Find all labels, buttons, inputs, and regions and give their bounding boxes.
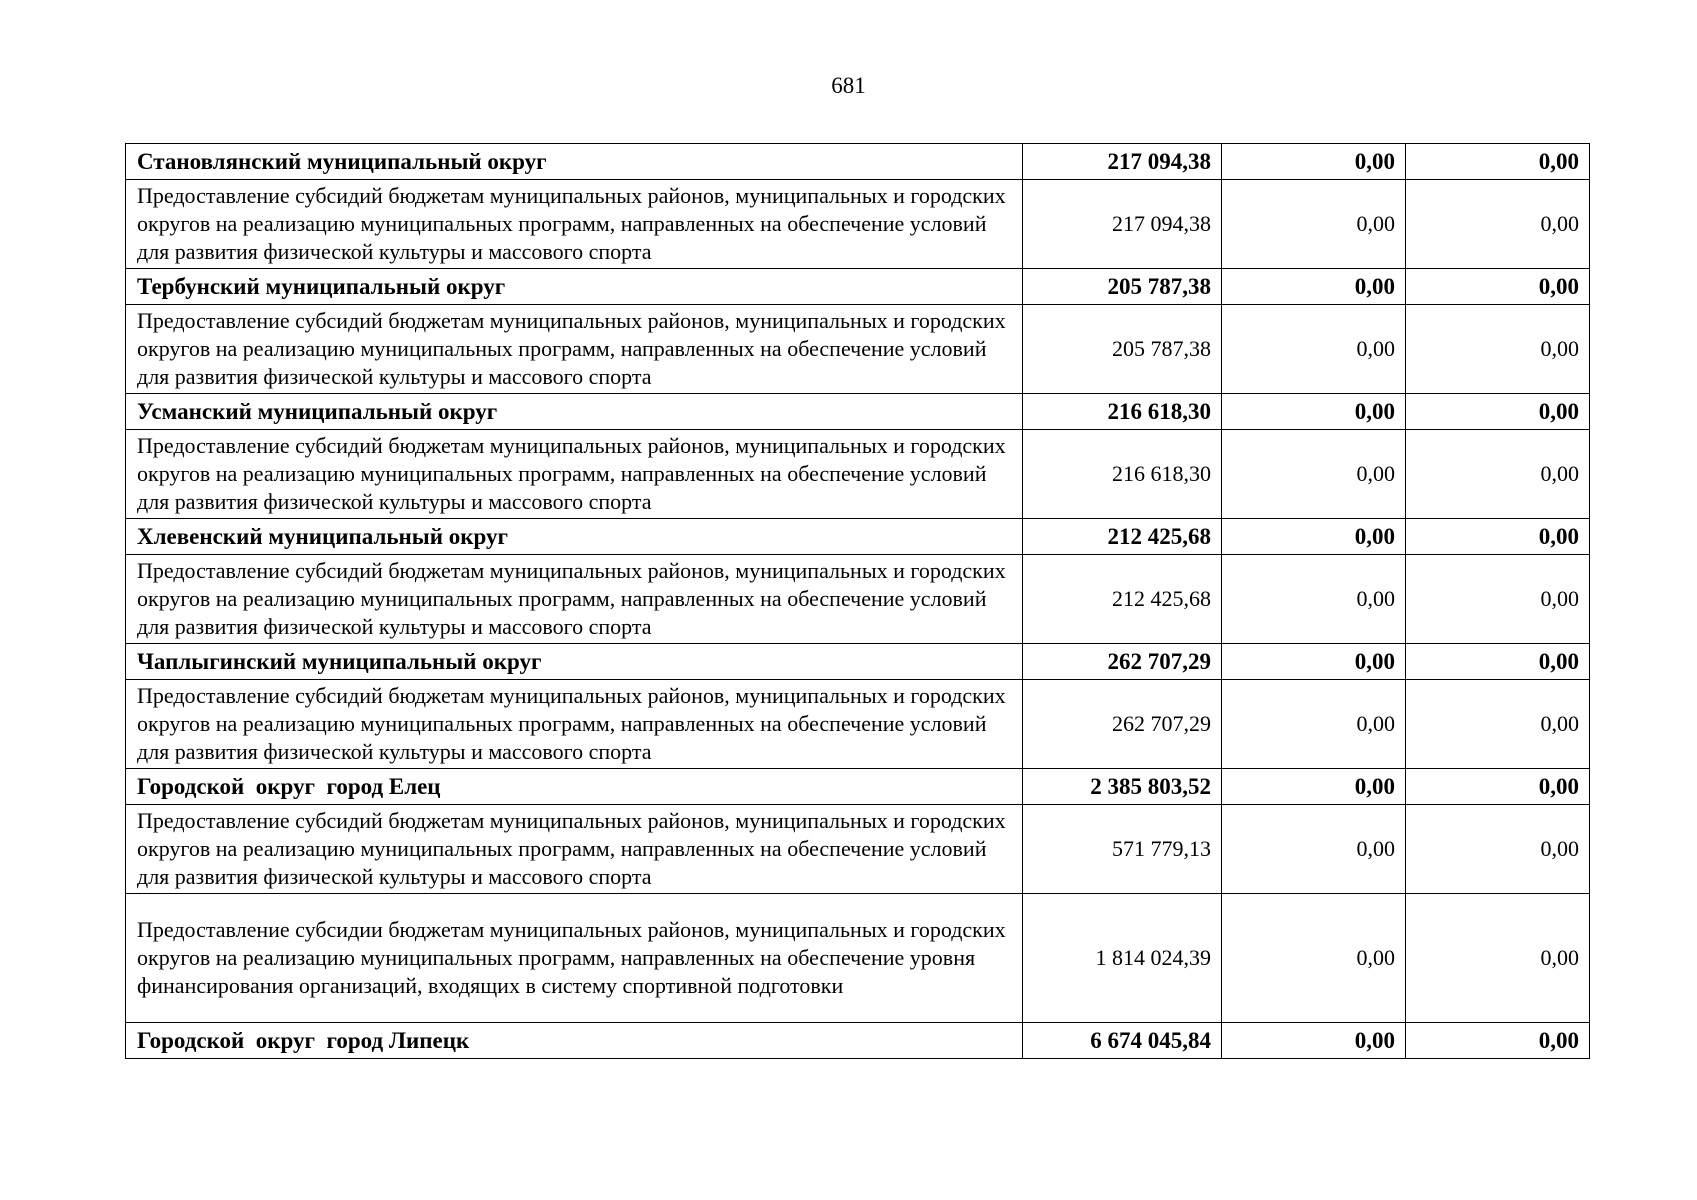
row-value-3: 0,00 — [1406, 519, 1590, 555]
table-row-detail — [126, 180, 1590, 269]
row-value-2: 0,00 — [1222, 144, 1406, 180]
row-value-1: 212 425,68 — [1023, 519, 1222, 555]
table-row-detail — [126, 305, 1590, 394]
row-value-2: 0,00 — [1222, 680, 1406, 769]
row-value-1: 216 618,30 — [1023, 430, 1222, 519]
row-value-1: 212 425,68 — [1023, 555, 1222, 644]
row-value-2: 0,00 — [1222, 555, 1406, 644]
table-row-group — [126, 394, 1590, 430]
row-value-3: 0,00 — [1406, 644, 1590, 680]
row-value-2: 0,00 — [1222, 180, 1406, 269]
row-name: Предоставление субсидий бюджетам муниципальных районов, муниципальных и городских округов на реализацию муниципальных программ, направленных на обеспечение условий для развития физической культуры и массового спорта — [126, 805, 1023, 894]
row-value-3: 0,00 — [1406, 680, 1590, 769]
row-value-3: 0,00 — [1406, 144, 1590, 180]
row-value-2: 0,00 — [1222, 394, 1406, 430]
row-value-2: 0,00 — [1222, 269, 1406, 305]
table-row-group — [126, 769, 1590, 805]
row-value-1: 6 674 045,84 — [1023, 1023, 1222, 1059]
row-value-3: 0,00 — [1406, 769, 1590, 805]
row-value-3: 0,00 — [1406, 805, 1590, 894]
row-value-1: 1 814 024,39 — [1023, 894, 1222, 1023]
row-name: Чаплыгинский муниципальный округ — [126, 644, 1023, 680]
table-row-detail — [126, 555, 1590, 644]
row-value-1: 217 094,38 — [1023, 180, 1222, 269]
row-value-3: 0,00 — [1406, 430, 1590, 519]
table-row-group — [126, 269, 1590, 305]
budget-table — [125, 143, 1590, 1059]
row-name: Предоставление субсидий бюджетам муниципальных районов, муниципальных и городских округов на реализацию муниципальных программ, направленных на обеспечение условий для развития физической культуры и массового спорта — [126, 180, 1023, 269]
row-value-1: 216 618,30 — [1023, 394, 1222, 430]
row-value-2: 0,00 — [1222, 805, 1406, 894]
row-value-2: 0,00 — [1222, 519, 1406, 555]
row-value-1: 262 707,29 — [1023, 644, 1222, 680]
table-row-detail — [126, 805, 1590, 894]
row-value-2: 0,00 — [1222, 430, 1406, 519]
row-value-1: 262 707,29 — [1023, 680, 1222, 769]
budget-table-body — [126, 144, 1590, 1059]
table-row-group — [126, 519, 1590, 555]
row-value-1: 205 787,38 — [1023, 269, 1222, 305]
row-value-3: 0,00 — [1406, 894, 1590, 1023]
row-value-1: 205 787,38 — [1023, 305, 1222, 394]
row-name: Усманский муниципальный округ — [126, 394, 1023, 430]
row-name: Городской округ город Липецк — [126, 1023, 1023, 1059]
table-row-group — [126, 144, 1590, 180]
row-name: Городской округ город Елец — [126, 769, 1023, 805]
table-row-detail — [126, 680, 1590, 769]
row-name: Предоставление субсидий бюджетам муниципальных районов, муниципальных и городских округов на реализацию муниципальных программ, направленных на обеспечение условий для развития физической культуры и массового спорта — [126, 430, 1023, 519]
page-number: 681 — [831, 73, 866, 98]
table-row-group — [126, 1023, 1590, 1059]
row-value-2: 0,00 — [1222, 894, 1406, 1023]
row-name: Хлевенский муниципальный округ — [126, 519, 1023, 555]
row-value-3: 0,00 — [1406, 1023, 1590, 1059]
row-value-3: 0,00 — [1406, 269, 1590, 305]
row-value-1: 2 385 803,52 — [1023, 769, 1222, 805]
row-name: Предоставление субсидий бюджетам муниципальных районов, муниципальных и городских округов на реализацию муниципальных программ, направленных на обеспечение условий для развития физической культуры и массового спорта — [126, 305, 1023, 394]
row-name: Становлянский муниципальный округ — [126, 144, 1023, 180]
row-value-3: 0,00 — [1406, 180, 1590, 269]
row-value-1: 571 779,13 — [1023, 805, 1222, 894]
table-row-group — [126, 644, 1590, 680]
row-value-2: 0,00 — [1222, 644, 1406, 680]
row-name: Предоставление субсидии бюджетам муниципальных районов, муниципальных и городских округов на реализацию муниципальных программ, направленных на обеспечение уровня финансирования организаций, входящих в систему спортивной подготовки — [126, 894, 1023, 1023]
row-value-3: 0,00 — [1406, 305, 1590, 394]
row-value-3: 0,00 — [1406, 394, 1590, 430]
row-value-2: 0,00 — [1222, 1023, 1406, 1059]
row-name: Тербунский муниципальный округ — [126, 269, 1023, 305]
row-value-1: 217 094,38 — [1023, 144, 1222, 180]
row-value-3: 0,00 — [1406, 555, 1590, 644]
row-value-2: 0,00 — [1222, 305, 1406, 394]
row-name: Предоставление субсидий бюджетам муниципальных районов, муниципальных и городских округов на реализацию муниципальных программ, направленных на обеспечение условий для развития физической культуры и массового спорта — [126, 680, 1023, 769]
row-value-2: 0,00 — [1222, 769, 1406, 805]
table-row-detail — [126, 430, 1590, 519]
table-row-detail — [126, 894, 1590, 1023]
row-name: Предоставление субсидий бюджетам муниципальных районов, муниципальных и городских округов на реализацию муниципальных программ, направленных на обеспечение условий для развития физической культуры и массового спорта — [126, 555, 1023, 644]
